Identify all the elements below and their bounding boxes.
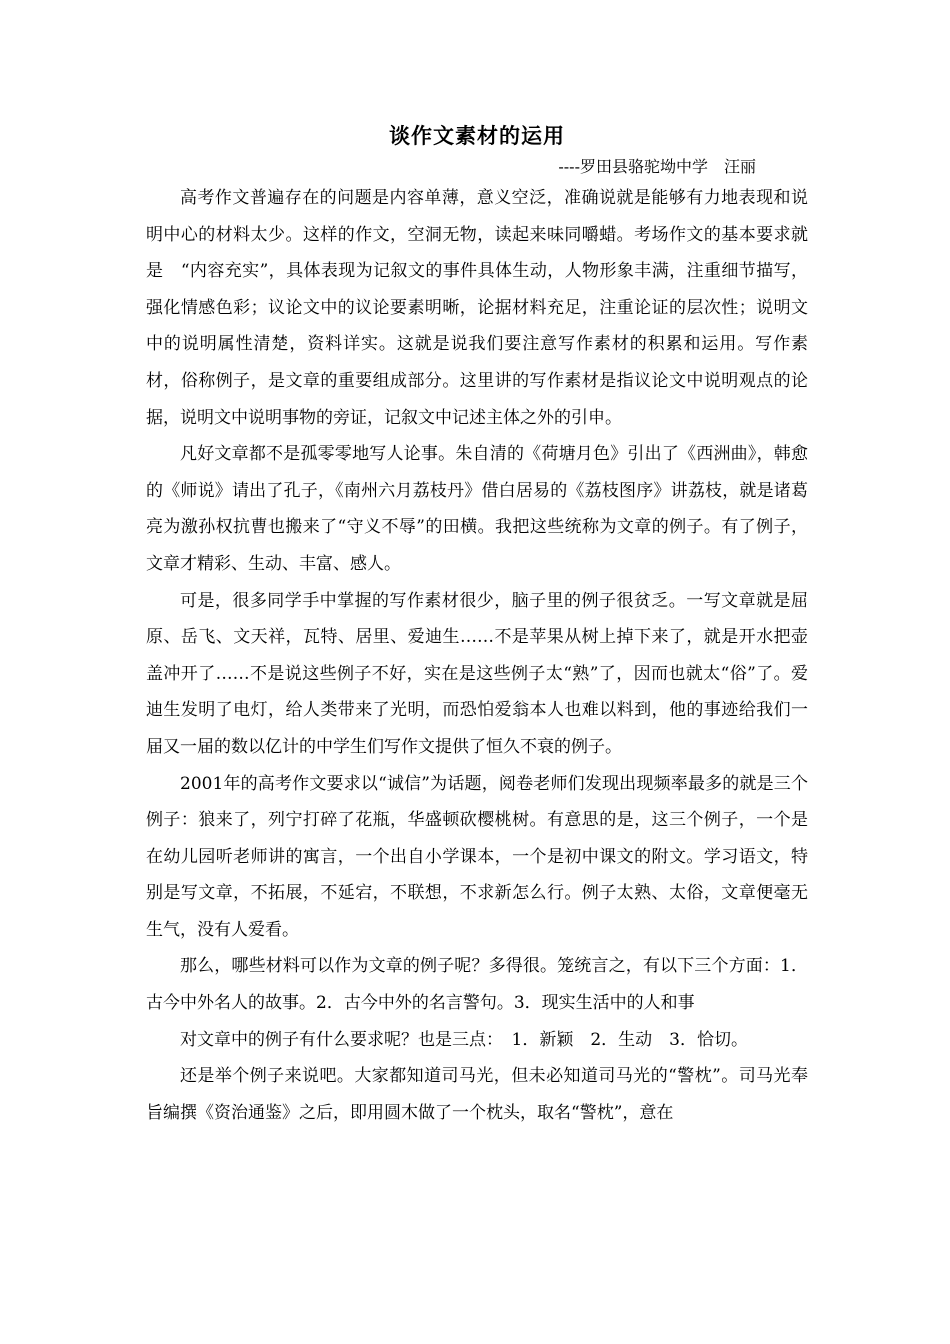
paragraph-2: 凡好文章都不是孤零零地写人论事。朱自清的《荷塘月色》引出了《西洲曲》，韩愈的《师说》请出了孔子，《南州六月荔枝丹》借白居易的《荔枝图序》讲荔枝，就是诸葛亮为激孙权抗曹也搬来了“守义不辱”的田横。我把这些统称为文章的例子。有了例子，文章才精彩、生动、丰富、感人。 (146, 444, 808, 574)
document-title: 谈作文素材的运用 (389, 124, 565, 148)
paragraph-4: 2001年的高考作文要求以“诚信”为话题，阅卷老师们发现出现频率最多的就是三个例子：狼来了，列宁打碎了花瓶，华盛顿砍樱桃树。有意思的是，这三个例子，一个是在幼儿园听老师讲的寓言，一个出自小学课本，一个是初中课文的附文。学习语文，特别是写文章，不拓展，不延宕，不联想，不求新怎么行。例子太熟、太俗，文章便毫无生气，没有人爱看。 (146, 773, 808, 940)
document-page (146, 118, 808, 1131)
paragraph-6: 对文章中的例子有什么要求呢？也是三点： 1．新颖 2．生动 3．恰切。 (180, 1029, 748, 1050)
paragraph-1: 高考作文普遍存在的问题是内容单薄，意义空泛，准确说就是能够有力地表现和说明中心的材料太少。这样的作文，空洞无物，读起来味同嚼蜡。考场作文的基本要求就是 “内容充实”，具体表现为记叙文的事件具体生动，人物形象丰满，注重细节描写，强化情感色彩；议论文中的议论要素明晰，论据材料充足，注重论证的层次性；说明文中的说明属性清楚，资料详实。这就是说我们要注意写作素材的积累和运用。写作素材，俗称例子，是文章的重要组成部分。这里讲的写作素材是指议论文中说明观点的论据，说明文中说明事物的旁证，记叙文中记述主体之外的引申。 (146, 188, 808, 428)
paragraph-7: 还是举个例子来说吧。大家都知道司马光，但未必知道司马光的“警枕”。司马光奉旨编撰《资治通鉴》之后，即用圆木做了一个枕头，取名“警枕”，意在 (146, 1066, 808, 1123)
paragraph-5: 那么，哪些材料可以作为文章的例子呢？多得很。笼统言之，有以下三个方面：1．古今中外名人的故事。2．古今中外的名言警句。3．现实生活中的人和事 (146, 956, 808, 1014)
paragraph-3: 可是，很多同学手中掌握的写作素材很少，脑子里的例子很贫乏。一写文章就是屈原、岳飞、文天祥，瓦特、居里、爱迪生……不是苹果从树上掉下来了，就是开水把壶盖冲开了……不是说这些例子不好，实在是这些例子太“熟”了，因而也就太“俗”了。爱迪生发明了电灯，给人类带来了光明，而恐怕爱翁本人也难以料到，他的事迹给我们一届又一届的数以亿计的中学生们写作文提供了恒久不衰的例子。 (146, 590, 808, 757)
author-byline: ----罗田县骆驼坳中学 汪丽 (558, 157, 756, 176)
